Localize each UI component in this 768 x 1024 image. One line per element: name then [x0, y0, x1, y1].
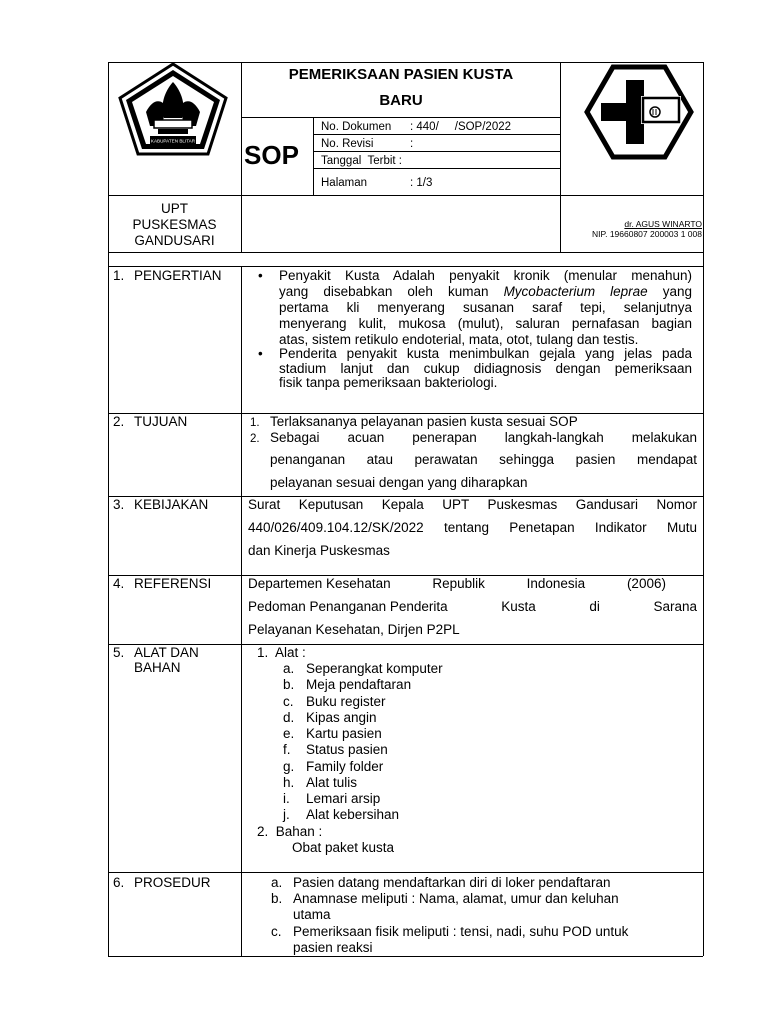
- page-value: : 1/3: [410, 177, 433, 189]
- pengertian-bullet1-line: atas, sistem retikulo endoterial, mata, otot, tulang dan testis.: [279, 332, 639, 347]
- alat-item: Lemari arsip: [306, 791, 381, 806]
- revision-label: No. Revisi: [321, 138, 374, 150]
- pengertian-bullet2-line: fisik tanpa pemeriksaan bakteriologi.: [279, 375, 498, 390]
- section-number: 3.: [113, 497, 125, 512]
- tujuan-item-line: pelayanan sesuai dengan yang diharapkan: [270, 475, 528, 490]
- doc-number-label: No. Dokumen: [321, 121, 392, 133]
- alat-heading: 1. Alat :: [257, 645, 306, 660]
- pengertian-bullet2-line: stadium lanjut dan cukup didiagnosis dengan pemeriksaan: [279, 361, 692, 376]
- referensi-line: Pelayanan Kesehatan, Dirjen P2PL: [248, 622, 460, 637]
- alat-item-letter: h.: [283, 775, 295, 790]
- issue-date-label: Tanggal Terbit :: [321, 155, 402, 167]
- revision-value: :: [410, 138, 414, 150]
- alat-item-letter: d.: [283, 710, 295, 725]
- alat-item: Buku register: [306, 694, 386, 709]
- pengertian-bullet1-line: pertama kli menyerang susanan saraf tepi, selanjutnya: [279, 300, 692, 315]
- kebijakan-line: Surat Keputusan Kepala UPT Puskesmas Gandusari Nomor: [248, 497, 697, 512]
- sop-label: SOP: [244, 140, 299, 170]
- doc-number-value: : 440/ /SOP/2022: [410, 121, 512, 133]
- section-label-kebijakan: KEBIJAKAN: [134, 497, 209, 512]
- alat-item-letter: c.: [283, 694, 294, 709]
- alat-item-letter: i.: [283, 791, 290, 806]
- referensi-line: Pedoman Penanganan Penderita Kusta di Sarana: [248, 599, 697, 614]
- alat-item: Alat kebersihan: [306, 807, 400, 822]
- alat-item: Alat tulis: [306, 775, 358, 790]
- alat-item: Seperangkat komputer: [306, 661, 443, 676]
- section-label-referensi: REFERENSI: [134, 576, 212, 591]
- alat-item-letter: f.: [283, 742, 291, 757]
- pengertian-bullet1-line: Penyakit Kusta Adalah penyakit kronik (menular menahun): [279, 268, 692, 283]
- alat-item-letter: a.: [283, 661, 295, 676]
- section-label-pengertian: PENGERTIAN: [134, 268, 222, 283]
- alat-item-letter: g.: [283, 759, 295, 774]
- bullet-icon: •: [258, 268, 263, 283]
- alat-item: Kartu pasien: [306, 726, 382, 741]
- alat-item-letter: b.: [283, 677, 295, 692]
- puskesmas-cross-emblem-icon: [583, 64, 695, 160]
- section-label-bahan: BAHAN: [134, 660, 181, 675]
- signer-name: dr. AGUS WINARTO: [624, 219, 702, 229]
- prosedur-item-line: utama: [293, 907, 331, 922]
- section-number: 4.: [113, 576, 125, 591]
- section-label-prosedur: PROSEDUR: [134, 875, 211, 890]
- prosedur-item-line: Anamnase meliputi : Nama, alamat, umur dan keluhan: [293, 891, 619, 906]
- section-number: 6.: [113, 875, 125, 890]
- tujuan-item: Terlaksananya pelayanan pasien kusta sesuai SOP: [270, 414, 578, 429]
- institution-line2: PUSKESMAS: [132, 217, 217, 232]
- sop-title-line2: BARU: [379, 92, 423, 109]
- prosedur-item-letter: a.: [271, 875, 283, 890]
- section-label-tujuan: TUJUAN: [134, 414, 188, 429]
- tujuan-item-line: Sebagai acuan penerapan langkah-langkah melakukan: [270, 430, 697, 445]
- bullet-icon: •: [258, 346, 263, 361]
- tujuan-item-line: penanganan atau perawatan sehingga pasien mendapat: [270, 452, 697, 467]
- alat-item-letter: j.: [283, 807, 290, 822]
- section-number: 2.: [113, 414, 125, 429]
- kebijakan-line: 440/026/409.104.12/SK/2022 tentang Penetapan Indikator Mutu: [248, 520, 697, 535]
- alat-item: Meja pendaftaran: [306, 677, 412, 692]
- bahan-heading: 2. Bahan :: [257, 824, 323, 839]
- svg-text:KABUPATEN BLITAR: KABUPATEN BLITAR: [150, 138, 196, 144]
- alat-item: Family folder: [306, 759, 384, 774]
- kebijakan-line: dan Kinerja Puskesmas: [248, 543, 390, 558]
- referensi-line: Departemen Kesehatan Republik Indonesia (2006): [248, 576, 666, 591]
- prosedur-item-line: Pemeriksaan fisik meliputi : tensi, nadi, suhu POD untuk: [293, 924, 629, 939]
- tujuan-item-number: 2.: [250, 433, 260, 445]
- bahan-item: Obat paket kusta: [292, 840, 395, 855]
- alat-item-letter: e.: [283, 726, 295, 741]
- pengertian-bullet1-line: yang disebabkan oleh kuman Mycobacterium leprae yang: [279, 284, 692, 299]
- institution-line3: GANDUSARI: [134, 233, 215, 248]
- tujuan-item-number: 1.: [250, 417, 260, 429]
- signer-nip: NIP. 19660807 200003 1 008: [592, 229, 702, 239]
- section-number: 1.: [113, 268, 125, 283]
- section-number: 5.: [113, 645, 125, 660]
- section-label-alat: ALAT DAN: [134, 645, 199, 660]
- prosedur-item-letter: c.: [271, 924, 282, 939]
- page-label: Halaman: [321, 177, 368, 189]
- prosedur-item-letter: b.: [271, 891, 283, 906]
- pengertian-bullet1-line: menyerang kulit, mukosa (mulut), saluran pernafasan bagian: [279, 316, 692, 331]
- kabupaten-blitar-emblem-icon: [116, 62, 230, 158]
- alat-item: Kipas angin: [306, 710, 377, 725]
- pengertian-bullet2-line: Penderita penyakit kusta menimbulkan gejala yang jelas pada: [279, 346, 692, 361]
- institution-line1: UPT: [161, 201, 188, 216]
- sop-title-line1: PEMERIKSAAN PASIEN KUSTA: [288, 66, 514, 83]
- prosedur-item-line: Pasien datang mendaftarkan diri di loker pendaftaran: [293, 875, 611, 890]
- prosedur-item-line: pasien reaksi: [293, 940, 373, 955]
- alat-item: Status pasien: [306, 742, 388, 757]
